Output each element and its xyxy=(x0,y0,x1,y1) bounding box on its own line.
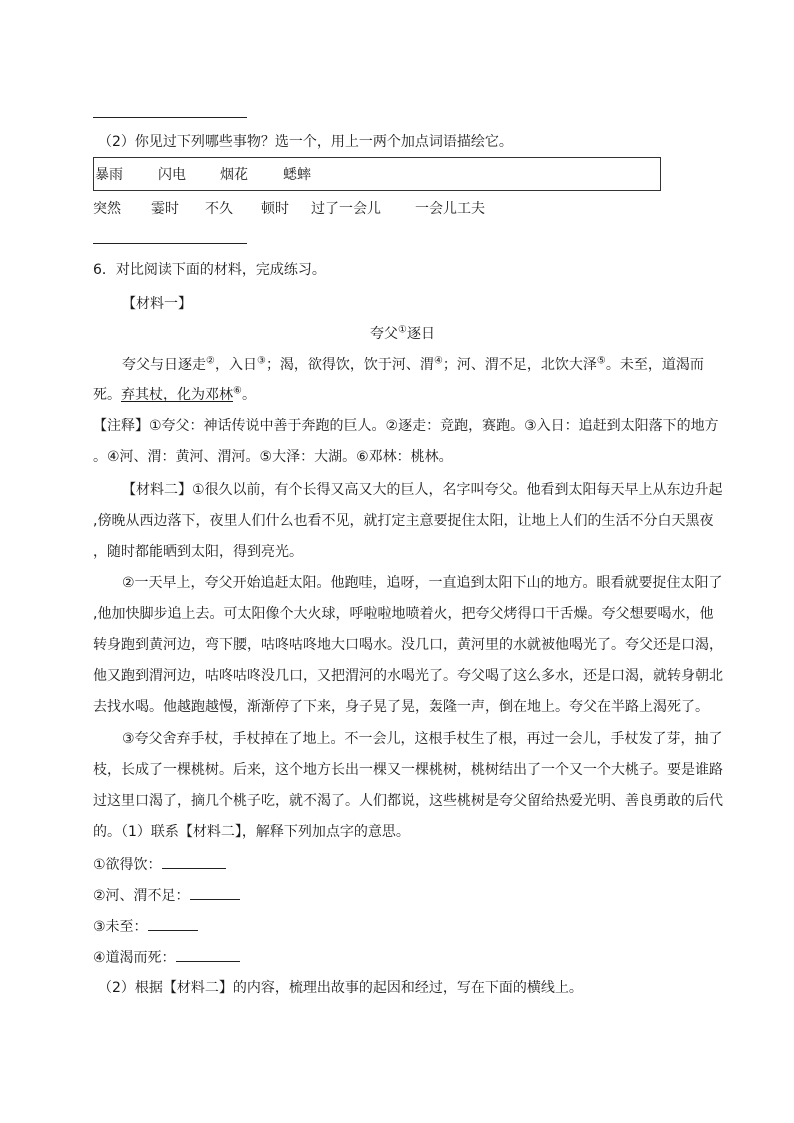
material-2-line: ，随时都能晒到太阳，得到亮光。 xyxy=(93,544,303,560)
explain-item-3: ③未至： xyxy=(93,916,198,937)
material-2-line: ,他加快脚步追上去。可太阳像个大火球，呼啦啦地喷着火，把夸父烤得口干舌燥。夸父想要喝水，他 xyxy=(93,606,714,622)
answer-line[interactable] xyxy=(93,243,247,244)
question-5-2-prompt: （2）你见过下列哪些事物？选一个，用上一两个加点词语描绘它。 xyxy=(98,134,513,150)
material-2-line: 去找水喝。他越跑越慢，渐渐停了下来，身子晃了晃，轰隆一声，倒在地上。夸父在半路上渴死了。 xyxy=(93,699,709,715)
explain-item-4: ④道渴而死： xyxy=(93,947,240,968)
question-6-intro: 6．对比阅读下面的材料，完成练习。 xyxy=(93,262,326,278)
material-2-line: 【材料二】①很久以前，有个长得又高又大的巨人，名字叫夸父。他看到太阳每天早上从东边升起 xyxy=(122,482,723,498)
answer-blank[interactable] xyxy=(162,854,226,869)
material-2-line: 枝，长成了一棵桃树。后来，这个地方长出一棵又一棵桃树，桃树结出了一个又一个大桃子。要是谁路 xyxy=(93,762,723,778)
word-option: 霎时 xyxy=(151,201,179,217)
answer-blank[interactable] xyxy=(190,885,240,900)
thing-item: 烟花 xyxy=(220,167,248,183)
thing-item: 闪电 xyxy=(158,167,186,183)
material-2-line: 转身跑到黄河边，弯下腰，咕咚咕咚地大口喝水。没几口，黄河里的水就被他喝光了。夸父还是口渴， xyxy=(93,637,723,653)
material-2-line: 过这里口渴了，摘几个桃子吃，就不渴了。人们都说，这些桃树是夸父留给热爱光明、善良勇敢的后代 xyxy=(93,793,723,809)
material-1-heading: 【材料一】 xyxy=(122,296,192,312)
word-options xyxy=(93,199,513,219)
word-option: 过了一会儿 xyxy=(311,201,381,217)
word-option: 顿时 xyxy=(261,201,289,217)
answer-blank[interactable] xyxy=(148,916,198,931)
passage-title: 夸父①逐日 xyxy=(370,324,435,342)
notes-line-2: 。④河、渭：黄河、渭河。⑤大泽：大湖。⑥邓林：桃林。 xyxy=(93,449,453,465)
explain-item-1: ①欲得饮： xyxy=(93,854,226,875)
material-2-line: ,傍晚从西边落下，夜里人们什么也看不见，就打定主意要捉住太阳，让地上人们的生活不分白天黑夜 xyxy=(93,513,714,529)
material-2-line: ③夸父舍弃手杖，手杖掉在了地上。不一会儿，这根手杖生了根，再过一会儿，手杖发了芽，抽了 xyxy=(122,731,723,747)
material-2-line: 他又跑到渭河边，咕咚咕咚没几口，又把渭河的水喝光了。夸父喝了这么多水，还是口渴，就转身朝北 xyxy=(93,668,723,684)
word-option: 一会儿工夫 xyxy=(415,201,485,217)
material-2-line: 的。（1）联系【材料二】，解释下列加点字的意思。 xyxy=(93,824,410,840)
classical-text-line-1: 夸父与日逐走②，入日③；渴，欲得饮，饮于河、渭④；河、渭不足，北饮大泽⑤。未至，道渴而 xyxy=(122,355,704,373)
word-option: 突然 xyxy=(93,201,121,217)
word-option: 不久 xyxy=(205,201,233,217)
explain-item-2: ②河、渭不足： xyxy=(93,885,240,906)
notes-line-1: 【注释】①夸父：神话传说中善于奔跑的巨人。②逐走：竞跑，赛跑。③入日：追赶到太阳落下的地方 xyxy=(93,418,719,434)
material-2-line: ②一天早上，夸父开始追赶太阳。他跑哇，追呀，一直追到太阳下山的地方。眼看就要捉住太阳了 xyxy=(122,575,723,591)
classical-text-line-2: 死。弃其杖，化为邓林⑥。 xyxy=(93,385,256,403)
question-6-2-prompt: （2）根据【材料二】的内容，梳理出故事的起因和经过，写在下面的横线上。 xyxy=(98,980,583,996)
answer-line[interactable] xyxy=(93,117,247,118)
underlined-sentence: 弃其杖，化为邓林 xyxy=(121,387,233,403)
answer-blank[interactable] xyxy=(176,947,240,962)
things-box xyxy=(93,157,661,191)
thing-item: 蟋蟀 xyxy=(283,167,311,183)
thing-item: 暴雨 xyxy=(95,167,123,183)
